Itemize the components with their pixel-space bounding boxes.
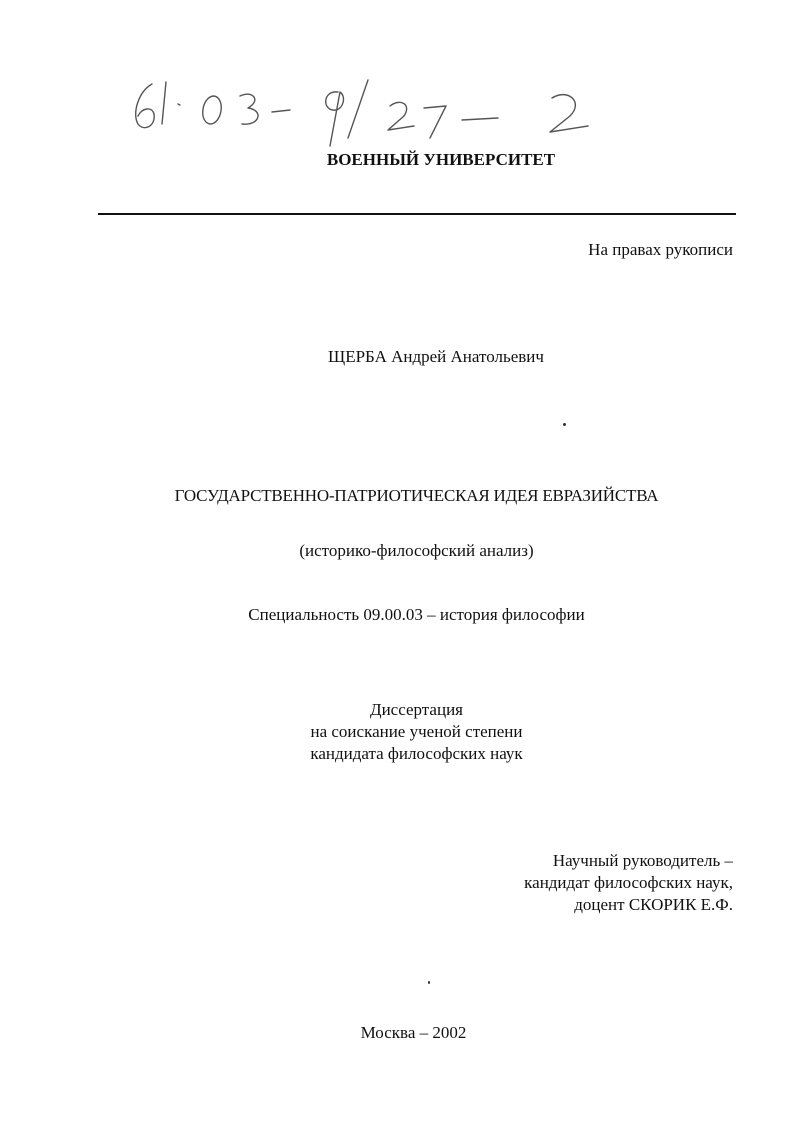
dissertation-subtitle: (историко-философский анализ) <box>299 541 534 560</box>
city-year: Москва – 2002 <box>360 1023 467 1042</box>
supervisor-block <box>524 850 733 916</box>
supervisor-line-2: кандидат философских наук, <box>524 873 733 892</box>
scan-speck <box>563 423 566 426</box>
dissertation-title: ГОСУДАРСТВЕННО-ПАТРИОТИЧЕСКАЯ ИДЕЯ ЕВРАЗИЙСТВА <box>174 486 659 505</box>
degree-block <box>0 699 793 765</box>
header-divider <box>98 213 736 215</box>
degree-line-3: кандидата философских наук <box>310 744 523 763</box>
supervisor-line-3: доцент СКОРИК Е.Ф. <box>574 895 733 914</box>
degree-line-1: Диссертация <box>369 700 463 719</box>
handwritten-archive-number <box>122 66 602 156</box>
author-name: ЩЕРБА Андрей Анатольевич <box>328 347 544 366</box>
degree-line-2: на соискание ученой степени <box>310 722 523 741</box>
specialty-line: Специальность 09.00.03 – история философии <box>248 605 585 624</box>
manuscript-rights-note: На правах рукописи <box>588 240 733 259</box>
scan-speck <box>428 981 430 984</box>
university-name: ВОЕННЫЙ УНИВЕРСИТЕТ <box>326 150 556 169</box>
handwriting-signature-drawing <box>122 66 602 156</box>
supervisor-line-1: Научный руководитель – <box>552 851 733 870</box>
